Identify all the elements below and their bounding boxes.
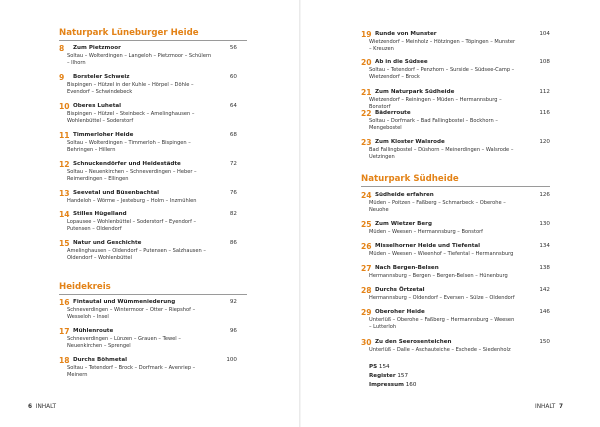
page-ref: 72: [229, 161, 237, 167]
tour-title: Nach Bergen-Belsen: [375, 265, 439, 271]
toc-extra-register[interactable]: [369, 373, 408, 379]
page-ref: 112: [539, 89, 550, 95]
toc-extra-ps[interactable]: [369, 364, 390, 370]
tour-route: Müden – Poitzen – Faßberg – Schmarbeck – Oberohe – Neuohe: [369, 200, 506, 214]
section-rule: [361, 186, 550, 187]
tour-number: 9: [59, 73, 65, 82]
right-page-footer: [535, 404, 563, 410]
page-ref: 138: [539, 265, 550, 271]
tour-route: Bad Fallingbostel – Düshorn – Meinerdingen – Walsrode – Uetzingen: [369, 147, 514, 161]
section-title: Naturpark Südheide: [361, 174, 459, 184]
page-ref: 116: [539, 110, 550, 116]
tour-number: 29: [361, 308, 372, 317]
page-ref: 68: [229, 132, 237, 138]
page-ref: 126: [539, 192, 550, 198]
tour-title: Seevetal und Büsenbachtal: [73, 190, 160, 196]
tour-route: Soltau – Neuenkirchen – Schneverdingen – Heber – Reimerdingen – Ellingen: [67, 169, 197, 183]
page-ref: 92: [229, 299, 237, 305]
tour-title: Zum Wietzer Berg: [375, 221, 432, 227]
page-ref: 104: [539, 31, 550, 37]
section-title: Naturpark Lüneburger Heide: [59, 28, 199, 38]
tour-title: Südheide erfahren: [375, 192, 434, 198]
page-ref: 142: [539, 287, 550, 293]
extra-page: 160: [405, 382, 417, 388]
footer-label: INHALT: [35, 404, 57, 410]
tour-title: Oberes Luhetal: [73, 103, 122, 109]
tour-title: Natur und Geschichte: [73, 240, 142, 246]
page-ref: 150: [539, 339, 550, 345]
tour-route: Hermannsburg – Oldendorf – Eversen – Sülze – Oldendorf: [369, 295, 515, 301]
page-ref: 86: [229, 240, 237, 246]
tour-title: Bäderroute: [375, 110, 411, 116]
tour-title: Zum Kloster Walsrode: [375, 139, 445, 145]
tour-number: 15: [59, 239, 70, 248]
page-ref: 100: [226, 357, 237, 363]
tour-number: 23: [361, 138, 372, 147]
tour-number: 17: [59, 327, 70, 336]
page-ref: 60: [229, 74, 237, 80]
tour-number: 12: [59, 160, 70, 169]
tour-route: Schneverdingen – Lünzen – Grauen – Tewel – Neuenkirchen – Sprengel: [67, 336, 181, 350]
page-ref: 120: [539, 139, 550, 145]
extra-label: PS: [369, 364, 378, 370]
tour-number: 18: [59, 356, 70, 365]
tour-title: Runde von Munster: [375, 31, 437, 37]
tour-title: Mühlenroute: [73, 328, 114, 334]
tour-number: 30: [361, 338, 372, 347]
tour-title: Oberoher Heide: [375, 309, 425, 315]
tour-route: Handeloh – Wörme – Jesteburg – Holm – Inzmühlen: [67, 198, 197, 204]
tour-title: Stilles Hügelland: [73, 211, 127, 217]
tour-route: Unterlüß – Dalle – Aschauteiche – Eschede – Siedenholz: [369, 347, 511, 353]
footer-label: INHALT: [535, 404, 556, 410]
tour-number: 21: [361, 88, 372, 97]
tour-route: Soltau – Wolterdingen – Langeloh – Pietzmoor – Schülern – Ilhorn: [67, 53, 212, 67]
tour-number: 10: [59, 102, 70, 111]
tour-number: 20: [361, 58, 372, 67]
tour-route: Soltau – Tetendorf – Penzhorn – Surside – Südsee-Camp – Wietzendorf – Brock: [369, 67, 515, 81]
page-ref: 108: [539, 59, 550, 65]
section-title: Heidekreis: [59, 282, 111, 292]
tour-title: Zum Naturpark Südheide: [375, 89, 455, 95]
tour-number: 16: [59, 298, 70, 307]
tour-number: 19: [361, 30, 372, 39]
extra-label: Impressum: [369, 382, 404, 388]
tour-number: 14: [59, 210, 70, 219]
tour-route: Wietzendorf – Meinholz – Hötzingen – Töpingen – Munster – Kreuzen: [369, 39, 516, 53]
tour-route: Schneverdingen – Wintermoor – Otter – Riepshof – Wesseloh – Insel: [67, 307, 196, 321]
tour-route: Soltau – Tetendorf – Brock – Dorfmark – Avenriep – Meinern: [67, 365, 196, 379]
tour-route: Unterlüß – Oberohe – Faßberg – Hermannsburg – Weesen – Lutterloh: [369, 317, 515, 331]
page-ref: 76: [229, 190, 237, 196]
tour-route: Müden – Weesen – Hermannsburg – Bonstorf: [369, 229, 483, 235]
tour-route: Müden – Weesen – Wieenhof – Tiefental – Hermannsburg: [369, 251, 514, 257]
tour-number: 8: [59, 44, 65, 53]
tour-number: 27: [361, 264, 372, 273]
left-page-footer: [28, 404, 56, 410]
page-ref: 134: [539, 243, 550, 249]
tour-title: Schnuckendörfer und Heidestädte: [73, 161, 181, 167]
page-ref: 130: [539, 221, 550, 227]
section-rule: [59, 294, 247, 295]
tour-route: Wietzendorf – Reiningen – Müden – Hermannsburg – Bonstorf: [369, 97, 502, 111]
tour-number: 24: [361, 191, 372, 200]
tour-number: 25: [361, 220, 372, 229]
tour-title: Borsteler Schweiz: [73, 74, 130, 80]
tour-title: Zum Pietzmoor: [73, 45, 121, 51]
tour-title: Timmerloher Heide: [73, 132, 134, 138]
tour-title: Zu den Seerosenteichen: [375, 339, 452, 345]
tour-route: Soltau – Dorfmark – Bad Fallingbostel – Bockhorn – Mengebostel: [369, 118, 498, 132]
tour-title: Fintautal und Wümmeniederung: [73, 299, 176, 305]
page-ref: 64: [229, 103, 237, 109]
tour-route: Bispingen – Hützel in der Kuhle – Hörpel – Döhle – Evendorf – Schwindebeck: [67, 82, 194, 96]
tour-route: Amelinghausen – Oldendorf – Putensen – Salzhausen – Oldendorf – Wohlenbüttel: [67, 248, 206, 262]
tour-route: Bispingen – Hützel – Steinbeck – Amelinghausen – Wohlenbüttel – Soderstorf: [67, 111, 195, 125]
tour-number: 11: [59, 131, 70, 140]
tour-number: 22: [361, 109, 372, 118]
page-gutter: [299, 0, 301, 427]
tour-number: 28: [361, 286, 372, 295]
page-ref: 96: [229, 328, 237, 334]
tour-number: 26: [361, 242, 372, 251]
page-number: 7: [559, 404, 564, 410]
tour-title: Durchs Böhmetal: [73, 357, 128, 363]
tour-route: Lopausee – Wohlenbüttel – Soderstorf – Eyendorf – Putensen – Oldendorf: [67, 219, 197, 233]
tour-route: Hermannsburg – Bergen – Bergen-Belsen – Hünenburg: [369, 273, 508, 279]
tour-title: Ab in die Südsee: [375, 59, 428, 65]
page-ref: 146: [539, 309, 550, 315]
tour-title: Misselhorner Heide und Tiefental: [375, 243, 481, 249]
toc-extra-impressum[interactable]: [369, 382, 416, 388]
extra-page: 154: [378, 364, 390, 370]
page-ref: 56: [229, 45, 237, 51]
section-rule: [59, 40, 247, 41]
page-number: 6: [28, 404, 33, 410]
page-ref: 82: [229, 211, 237, 217]
extra-label: Register: [369, 373, 396, 379]
extra-page: 157: [397, 373, 409, 379]
tour-route: Soltau – Wolterdingen – Timmerloh – Bispingen – Behringen – Hillern: [67, 140, 191, 154]
tour-number: 13: [59, 189, 70, 198]
tour-title: Durchs Örtzetal: [375, 287, 425, 293]
